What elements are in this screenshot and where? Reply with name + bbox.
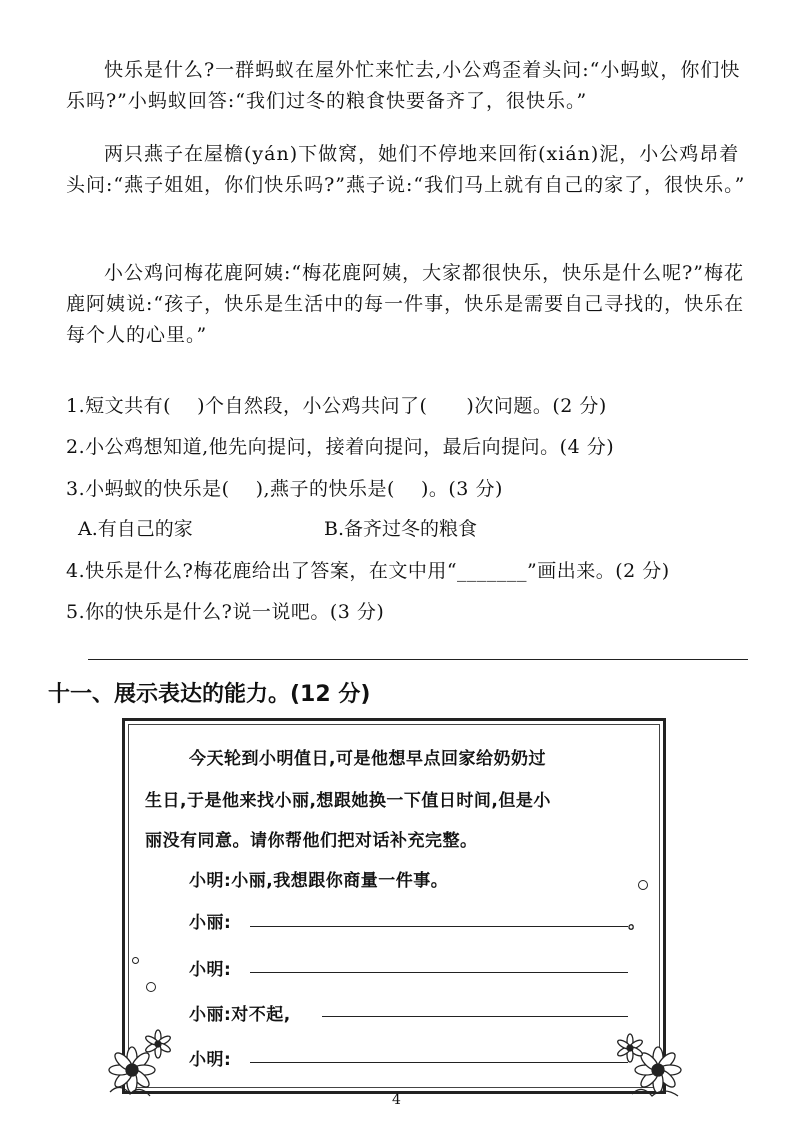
question-3-option-a: A.有自己的家 xyxy=(78,518,193,540)
flower-corner-left-icon xyxy=(100,1022,178,1100)
answer-line-2[interactable] xyxy=(250,972,628,973)
answer-line-1[interactable] xyxy=(250,926,628,927)
dialogue-xiaoli-speaker-2: 小丽:对不起, xyxy=(189,1005,291,1025)
decor-circle-icon xyxy=(638,880,648,890)
dialogue-xiaoli-speaker-1: 小丽: xyxy=(189,913,232,933)
dialogue-intro-line-2: 生日,于是他来找小丽,想跟她换一下值日时间,但是小 xyxy=(145,791,551,811)
dialogue-intro-line-1: 今天轮到小明值日,可是他想早点回家给奶奶过 xyxy=(189,749,546,769)
dialogue-xiaoming-speaker-2: 小明: xyxy=(189,960,232,980)
section-divider xyxy=(88,659,748,660)
question-5: 5.你的快乐是什么?说一说吧。(3 分) xyxy=(66,601,385,623)
flower-corner-right-icon xyxy=(612,1026,690,1100)
question-2: 2.小公鸡想知道,他先向提问，接着向提问，最后向提问。(4 分) xyxy=(66,436,615,458)
question-4: 4.快乐是什么?梅花鹿给出了答案，在文中用“_______”画出来。(2 分) xyxy=(66,560,670,582)
dialogue-xiaoming-speaker-3: 小明: xyxy=(189,1050,232,1070)
dialogue-frame-inner xyxy=(128,724,660,1088)
passage-paragraph-1: 快乐是什么?一群蚂蚁在屋外忙来忙去,小公鸡歪着头问:“小蚂蚁，你们快乐吗?”小蚂蚁回答:“我们过冬的粮食快要备齐了，很快乐。” xyxy=(66,59,741,112)
answer-line-4[interactable] xyxy=(250,1062,628,1063)
question-1: 1.短文共有( )个自然段，小公鸡共问了( )次问题。(2 分) xyxy=(66,395,607,417)
passage-paragraph-3: 小公鸡问梅花鹿阿姨:“梅花鹿阿姨，大家都很快乐，快乐是什么呢?”梅花鹿阿姨说:“孩子，快乐是生活中的每一件事，快乐是需要自己寻找的，快乐在每个人的心里。” xyxy=(66,262,745,346)
dialogue-line-end-mark: 。 xyxy=(628,913,646,933)
section-title: 十一、展示表达的能力。(12 分) xyxy=(48,682,371,707)
decor-circle-icon xyxy=(132,957,139,964)
question-3: 3.小蚂蚁的快乐是( ),燕子的快乐是( )。(3 分) xyxy=(66,478,503,500)
page-number: 4 xyxy=(392,1092,401,1108)
question-3-option-b: B.备齐过冬的粮食 xyxy=(324,518,478,540)
answer-line-3[interactable] xyxy=(322,1016,628,1017)
dialogue-xiaoming-line-1: 小明:小丽,我想跟你商量一件事。 xyxy=(189,871,449,891)
dialogue-intro-line-3: 丽没有同意。请你帮他们把对话补充完整。 xyxy=(145,831,478,851)
passage-paragraph-2: 两只燕子在屋檐(yán)下做窝，她们不停地来回衔(xián)泥，小公鸡昂着头问:“燕子姐姐，你们快乐吗?”燕子说:“我们马上就有自己的家了，很快乐。” xyxy=(66,143,746,196)
decor-circle-icon xyxy=(146,982,156,992)
